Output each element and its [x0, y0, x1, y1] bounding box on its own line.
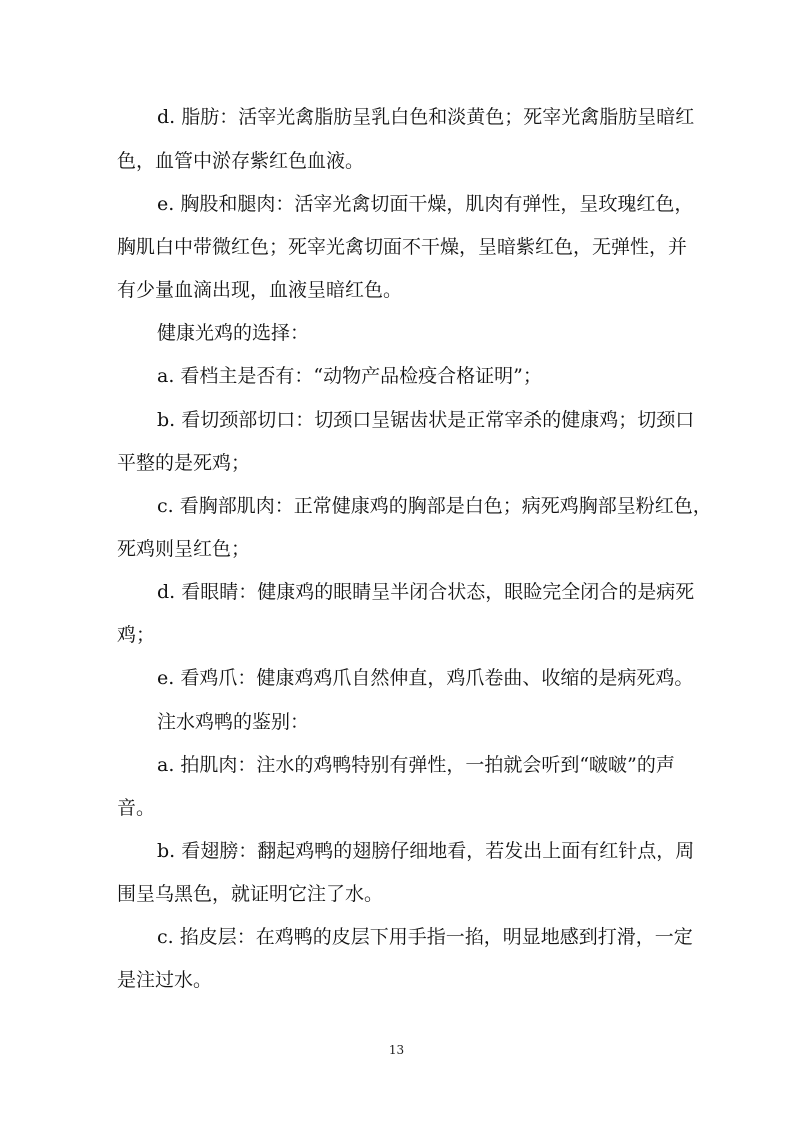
injected-water-heading: 注水鸡鸭的鉴别：	[157, 711, 310, 733]
healthy-a-line-1: a. 看档主是否有：“动物产品检疫合格证明”；	[157, 365, 542, 387]
water-c-line-2: 是注过水。	[117, 969, 213, 991]
healthy-d-line-2: 鸡；	[117, 624, 156, 646]
healthy-chicken-heading: 健康光鸡的选择：	[157, 322, 310, 344]
healthy-e-line-1: e. 看鸡爪：健康鸡鸡爪自然伸直，鸡爪卷曲、收缩的是病死鸡。	[157, 667, 694, 689]
meat-line-2: 胸肌白中带微红色；死宰光禽切面不干燥，呈暗紫红色，无弹性，并	[117, 236, 688, 258]
healthy-b-line-1: b. 看切颈部切口：切颈口呈锯齿状是正常宰杀的健康鸡；切颈口	[157, 409, 695, 431]
fat-line-2: 色，血管中淤存紫红色血液。	[117, 150, 365, 172]
meat-line-3: 有少量血滴出现，血液呈暗红色。	[117, 279, 403, 301]
meat-line-1: e. 胸股和腿肉：活宰光禽切面干燥，肌肉有弹性，呈玫瑰红色，	[157, 193, 694, 215]
healthy-c-line-1: c. 看胸部肌肉：正常健康鸡的胸部是白色；病死鸡胸部呈粉红色，	[157, 495, 712, 517]
page-number: 13	[388, 1043, 405, 1057]
water-a-line-2: 音。	[117, 797, 156, 819]
water-b-line-2: 围呈乌黑色，就证明它注了水。	[117, 883, 384, 905]
fat-line-1: d. 脂肪：活宰光禽脂肪呈乳白色和淡黄色；死宰光禽脂肪呈暗红	[157, 106, 695, 128]
water-b-line-1: b. 看翅膀：翻起鸡鸭的翅膀仔细地看，若发出上面有红针点，周	[157, 840, 695, 862]
healthy-d-line-1: d. 看眼睛：健康鸡的眼睛呈半闭合状态，眼睑完全闭合的是病死	[157, 581, 695, 603]
water-a-line-1: a. 拍肌肉：注水的鸡鸭特别有弹性，一拍就会听到“啵啵”的声	[157, 754, 675, 776]
water-c-line-1: c. 掐皮层：在鸡鸭的皮层下用手指一掐，明显地感到打滑，一定	[157, 926, 693, 948]
healthy-c-line-2: 死鸡则呈红色；	[117, 538, 251, 560]
healthy-b-line-2: 平整的是死鸡；	[117, 452, 251, 474]
